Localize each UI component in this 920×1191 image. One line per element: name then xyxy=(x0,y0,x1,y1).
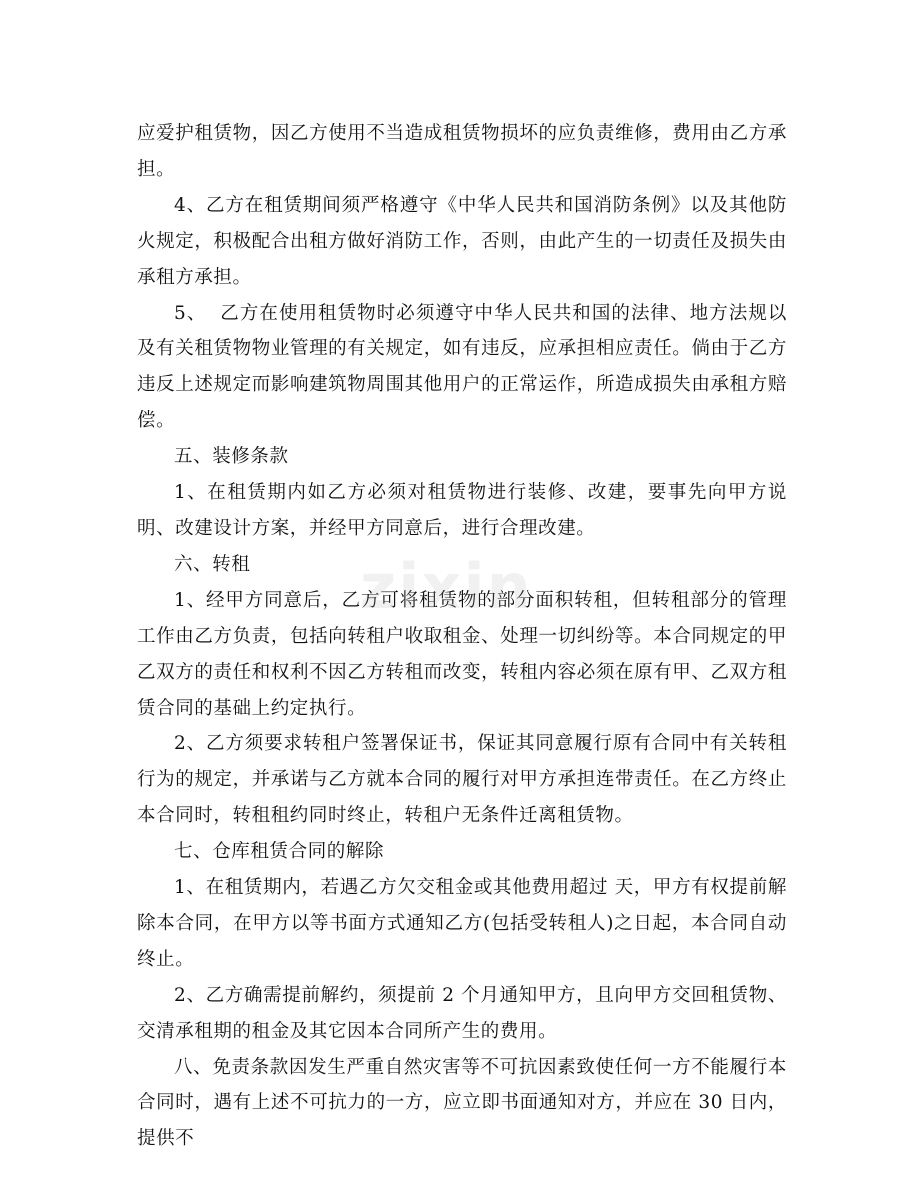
document-body xyxy=(137,116,787,1157)
watermark-logo: zixin xyxy=(360,550,533,623)
paragraph-termination-1: 1、在租赁期内，若遇乙方欠交租金或其他费用超过 天，甲方有权提前解除本合同，在甲方以等书面方式通知乙方(包括受转租人)之日起，本合同自动终止。 xyxy=(137,877,787,970)
paragraph-continuation: 应爱护租赁物，因乙方使用不当造成租赁物损坏的应负责维修，费用由乙方承担。 xyxy=(137,123,787,180)
paragraph-exemption: 八、免责条款因发生严重自然灾害等不可抗因素致使任何一方不能履行本合同时，遇有上述不可抗力的一方，应立即书面通知对方，并应在 30 日内，提供不 xyxy=(137,1056,787,1150)
section-heading-termination: 七、仓库租赁合同的解除 xyxy=(174,841,385,863)
section-heading-sublease: 六、转租 xyxy=(174,553,251,575)
paragraph-decoration-1: 1、在租赁期内如乙方必须对租赁物进行装修、改建，要事先向甲方说明、改建设计方案，并经甲方同意后，进行合理改建。 xyxy=(137,482,787,539)
paragraph-sublease-1: 1、经甲方同意后，乙方可将租赁物的部分面积转租，但转租部分的管理工作由乙方负责，包括向转租户收取租金、处理一切纠纷等。本合同规定的甲乙双方的责任和权利不因乙方转租而改变，转租内容必须在原有甲、乙双方租赁合同的基础上约定执行。 xyxy=(137,589,787,719)
paragraph-clause-4: 4、乙方在租赁期间须严格遵守《中华人民共和国消防条例》以及其他防火规定，积极配合出租方做好消防工作，否则，由此产生的一切责任及损失由承租方承担。 xyxy=(137,194,787,288)
section-heading-decoration: 五、装修条款 xyxy=(174,446,289,468)
paragraph-sublease-2: 2、乙方须要求转租户签署保证书，保证其同意履行原有合同中有关转租行为的规定，并承诺与乙方就本合同的履行对甲方承担连带责任。在乙方终止本合同时，转租租约同时终止，转租户无条件迁离租赁物。 xyxy=(137,733,787,827)
paragraph-clause-5: 5、 乙方在使用租赁物时必须遵守中华人民共和国的法律、地方法规以及有关租赁物物业管理的有关规定，如有违反，应承担相应责任。倘由于乙方违反上述规定而影响建筑物周围其他用户的正常运作，所造成损失由承租方赔偿。 xyxy=(137,302,787,432)
paragraph-termination-2: 2、乙方确需提前解约，须提前 2 个月通知甲方，且向甲方交回租赁物、交清承租期的租金及其它因本合同所产生的费用。 xyxy=(137,984,787,1042)
